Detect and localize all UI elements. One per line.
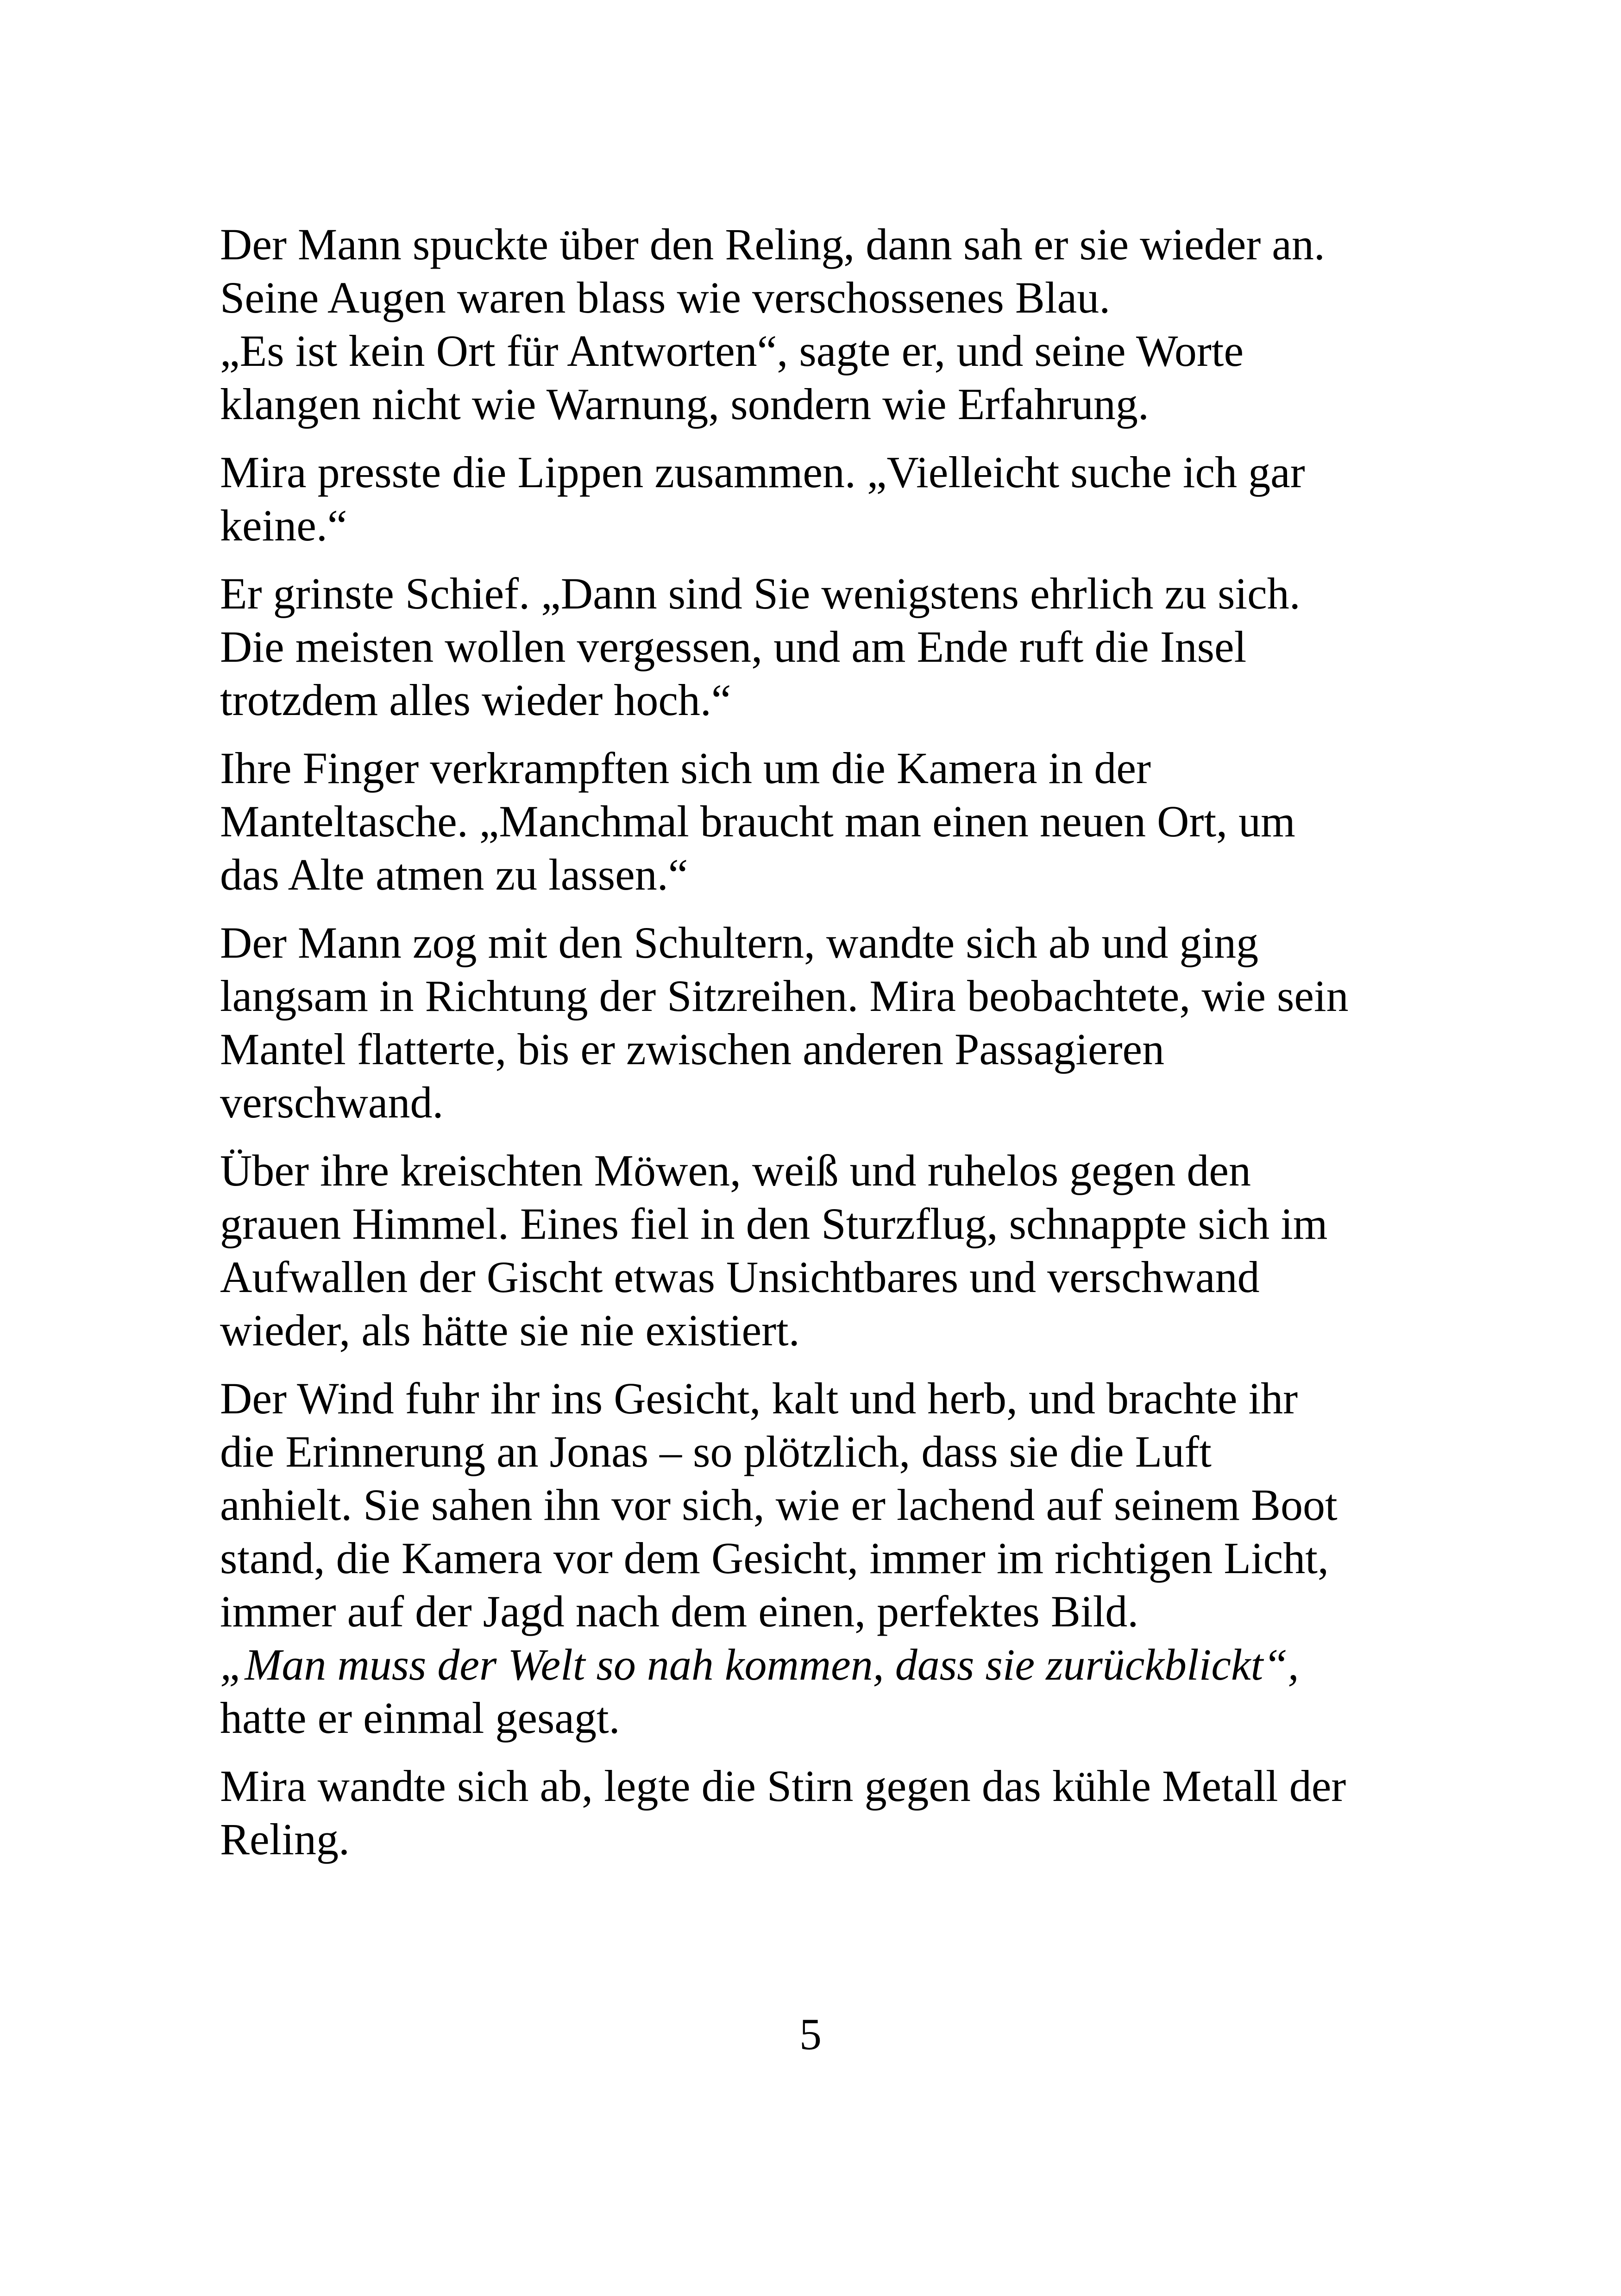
text-line: Mira wandte sich ab, legte die Stirn gegen das kühle Metall der xyxy=(220,1761,1346,1811)
paragraph xyxy=(220,916,1424,1129)
paragraph xyxy=(220,218,1424,431)
text-line: Seine Augen waren blass wie verschossenes Blau. xyxy=(220,273,1111,322)
paragraph xyxy=(220,1759,1424,1866)
text-line: keine.“ xyxy=(220,501,347,550)
text-line: das Alte atmen zu lassen.“ xyxy=(220,850,688,899)
text-line: langsam in Richtung der Sitzreihen. Mira beobachtete, wie sein xyxy=(220,971,1349,1021)
text-line: Reling. xyxy=(220,1814,350,1864)
text-line: Die meisten wollen vergessen, und am Ende ruft die Insel xyxy=(220,622,1247,671)
text-line: grauen Himmel. Eines fiel in den Sturzflug, schnappte sich im xyxy=(220,1199,1328,1248)
text-line: hatte er einmal gesagt. xyxy=(220,1693,620,1743)
text-line: Er grinste Schief. „Dann sind Sie wenigstens ehrlich zu sich. xyxy=(220,569,1301,618)
text-line: „Es ist kein Ort für Antworten“, sagte er, und seine Worte xyxy=(220,326,1244,376)
paragraph xyxy=(220,741,1424,901)
text-line: verschwand. xyxy=(220,1078,444,1127)
paragraph xyxy=(220,1144,1424,1357)
text-line: Der Wind fuhr ihr ins Gesicht, kalt und herb, und brachte ihr xyxy=(220,1374,1298,1423)
paragraph xyxy=(220,445,1424,552)
text-line: Mira presste die Lippen zusammen. „Vielleicht suche ich gar xyxy=(220,447,1305,497)
text-line: die Erinnerung an Jonas – so plötzlich, dass sie die Luft xyxy=(220,1427,1212,1476)
page-number: 5 xyxy=(799,2009,822,2059)
text-line: Mantel flatterte, bis er zwischen anderen Passagieren xyxy=(220,1024,1165,1074)
text-line: Aufwallen der Gischt etwas Unsichtbares und verschwand xyxy=(220,1252,1260,1302)
text-line: Der Mann zog mit den Schultern, wandte sich ab und ging xyxy=(220,918,1259,967)
body-text xyxy=(220,218,1424,1881)
text-line: Der Mann spuckte über den Reling, dann sah er sie wieder an. xyxy=(220,220,1325,269)
text-line: anhielt. Sie sahen ihn vor sich, wie er lachend auf seinem Boot xyxy=(220,1480,1338,1530)
text-line: Manteltasche. „Manchmal braucht man einen neuen Ort, um xyxy=(220,797,1295,846)
paragraph xyxy=(220,567,1424,727)
text-line: Ihre Finger verkrampften sich um die Kamera in der xyxy=(220,743,1151,793)
text-line: trotzdem alles wieder hoch.“ xyxy=(220,675,731,725)
text-line: Über ihre kreischten Möwen, weiß und ruhelos gegen den xyxy=(220,1146,1251,1195)
quote-line: „Man muss der Welt so nah kommen, dass sie zurückblickt“, xyxy=(220,1640,1299,1689)
paragraph xyxy=(220,1372,1424,1744)
text-line: klangen nicht wie Warnung, sondern wie Erfahrung. xyxy=(220,379,1149,429)
text-line: immer auf der Jagd nach dem einen, perfektes Bild. xyxy=(220,1587,1139,1636)
text-line: stand, die Kamera vor dem Gesicht, immer im richtigen Licht, xyxy=(220,1533,1329,1583)
text-line: wieder, als hätte sie nie existiert. xyxy=(220,1305,800,1355)
